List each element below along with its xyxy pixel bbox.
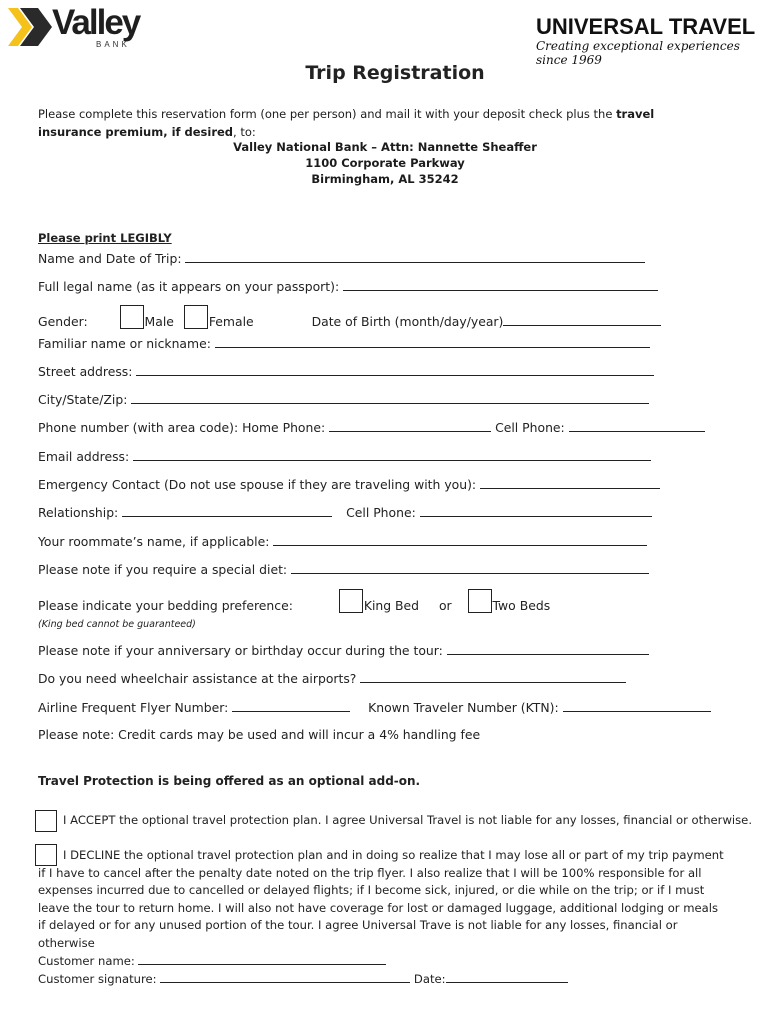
relationship-row: [38, 504, 652, 520]
address-line-1: Valley National Bank – Attn: Nannette Sheaffer: [233, 140, 537, 154]
king-bed-note: (King bed cannot be guaranteed): [38, 619, 196, 630]
home-phone-label: Phone number (with area code): Home Phone:: [38, 420, 326, 435]
diet-field: [38, 561, 649, 577]
male-label: Male: [144, 314, 174, 329]
customer-signature-row: [38, 970, 568, 986]
email-input[interactable]: [133, 448, 651, 461]
relationship-cell-label: Cell Phone:: [346, 505, 416, 520]
intro-tail: , to:: [233, 125, 256, 139]
anniversary-input[interactable]: [447, 642, 649, 655]
street-field: [38, 363, 654, 379]
email-field: [38, 448, 651, 464]
male-checkbox[interactable]: [120, 305, 144, 329]
date-input[interactable]: [446, 970, 568, 983]
city-label: City/State/Zip:: [38, 392, 128, 407]
emergency-field: [38, 476, 660, 492]
bedding-label: Please indicate your bedding preference:: [38, 598, 293, 613]
accept-protection-text: I ACCEPT the optional travel protection plan. I agree Universal Travel is not liable for any losses, financial or otherwise.: [63, 813, 753, 827]
cell-phone-label: Cell Phone:: [495, 420, 565, 435]
cell-phone-input[interactable]: [569, 419, 705, 432]
home-phone-input[interactable]: [329, 419, 491, 432]
street-label: Street address:: [38, 364, 133, 379]
customer-signature-label: Customer signature:: [38, 972, 157, 986]
roommate-input[interactable]: [273, 533, 647, 546]
protection-heading: Travel Protection is being offered as an optional add-on.: [38, 774, 421, 788]
wheelchair-input[interactable]: [360, 670, 626, 683]
nickname-label: Familiar name or nickname:: [38, 336, 211, 351]
mailing-address: [0, 139, 770, 187]
female-label: Female: [208, 314, 254, 329]
diet-input[interactable]: [291, 561, 649, 574]
trip-label: Name and Date of Trip:: [38, 251, 182, 266]
emergency-input[interactable]: [480, 476, 660, 489]
relationship-cell-input[interactable]: [420, 504, 652, 517]
legal-name-input[interactable]: [343, 278, 658, 291]
bedding-row: [38, 589, 550, 613]
diet-label: Please note if you require a special diet:: [38, 562, 288, 577]
nickname-field: [38, 335, 650, 351]
universal-travel-logo: UNIVERSAL TRAVEL: [536, 14, 756, 39]
nickname-input[interactable]: [215, 335, 650, 348]
intro-bold: travel insurance premium, if desired: [38, 107, 655, 139]
gender-label: Gender:: [38, 314, 88, 329]
valley-bank-wordmark: Valley: [52, 3, 140, 42]
decline-protection-text: I DECLINE the optional travel protection plan and in doing so realize that I may lose all or part of my trip payment if I have to cancel after the penalty date noted on the trip flyer. I also realize that I will be 100% responsible for all expenses incurred due to cancelled or delayed flights; if I become sick, injured, or die while on the trip; or if I must leave the tour to return home. I will also not have coverage for lost or damaged luggage, additional lodging or meals if delayed or for any unused portion of the tour. I agree Universal Trave is not liable for any losses, financial or otherwise: [38, 848, 724, 950]
city-input[interactable]: [131, 391, 649, 404]
wheelchair-label: Do you need wheelchair assistance at the airports?: [38, 671, 357, 686]
email-label: Email address:: [38, 449, 130, 464]
king-bed-label: King Bed: [363, 598, 420, 613]
customer-name-label: Customer name:: [38, 954, 135, 968]
street-input[interactable]: [136, 363, 654, 376]
relationship-input[interactable]: [122, 504, 332, 517]
date-label: Date:: [413, 972, 446, 986]
anniversary-label: Please note if your anniversary or birthday occur during the tour:: [38, 643, 443, 658]
address-line-3: Birmingham, AL 35242: [311, 172, 459, 186]
two-beds-label: Two Beds: [492, 598, 551, 613]
legal-name-field: [38, 278, 658, 294]
city-field: [38, 391, 649, 407]
credit-card-note: Please note: Credit cards may be used and will incur a 4% handling fee: [38, 727, 481, 742]
or-label: or: [438, 598, 452, 613]
roommate-label: Your roommate’s name, if applicable:: [38, 534, 270, 549]
roommate-field: [38, 533, 647, 549]
accept-protection-checkbox[interactable]: [35, 810, 57, 832]
dob-label: Date of Birth (month/day/year): [311, 314, 504, 329]
flyer-input[interactable]: [232, 699, 350, 712]
intro-paragraph: [38, 105, 718, 141]
print-legibly-heading: Please print LEGIBLY: [38, 231, 172, 245]
ktn-input[interactable]: [563, 699, 711, 712]
legal-name-label: Full legal name (as it appears on your passport):: [38, 279, 340, 294]
phone-row: [38, 419, 705, 435]
king-bed-checkbox[interactable]: [339, 589, 363, 613]
valley-bank-subtitle: BANK: [96, 40, 130, 49]
customer-name-input[interactable]: [138, 952, 386, 965]
flyer-ktn-row: [38, 699, 711, 715]
trip-input[interactable]: [185, 250, 645, 263]
wheelchair-field: [38, 670, 626, 686]
intro-text: Please complete this reservation form (one per person) and mail it with your deposit check plus the: [38, 107, 617, 121]
address-line-2: 1100 Corporate Parkway: [305, 156, 465, 170]
anniversary-field: [38, 642, 649, 658]
customer-name-field: [38, 952, 386, 968]
dob-input[interactable]: [503, 313, 661, 326]
gender-dob-row: [38, 305, 661, 329]
ktn-label: Known Traveler Number (KTN):: [368, 700, 559, 715]
page-title: Trip Registration: [305, 62, 485, 84]
flyer-label: Airline Frequent Flyer Number:: [38, 700, 229, 715]
emergency-label: Emergency Contact (Do not use spouse if they are traveling with you):: [38, 477, 477, 492]
two-beds-checkbox[interactable]: [468, 589, 492, 613]
relationship-label: Relationship:: [38, 505, 119, 520]
customer-signature-input[interactable]: [160, 970, 410, 983]
female-checkbox[interactable]: [184, 305, 208, 329]
universal-travel-tagline: Creating exceptional experiences since 1969: [536, 39, 740, 67]
trip-field: [38, 250, 645, 266]
